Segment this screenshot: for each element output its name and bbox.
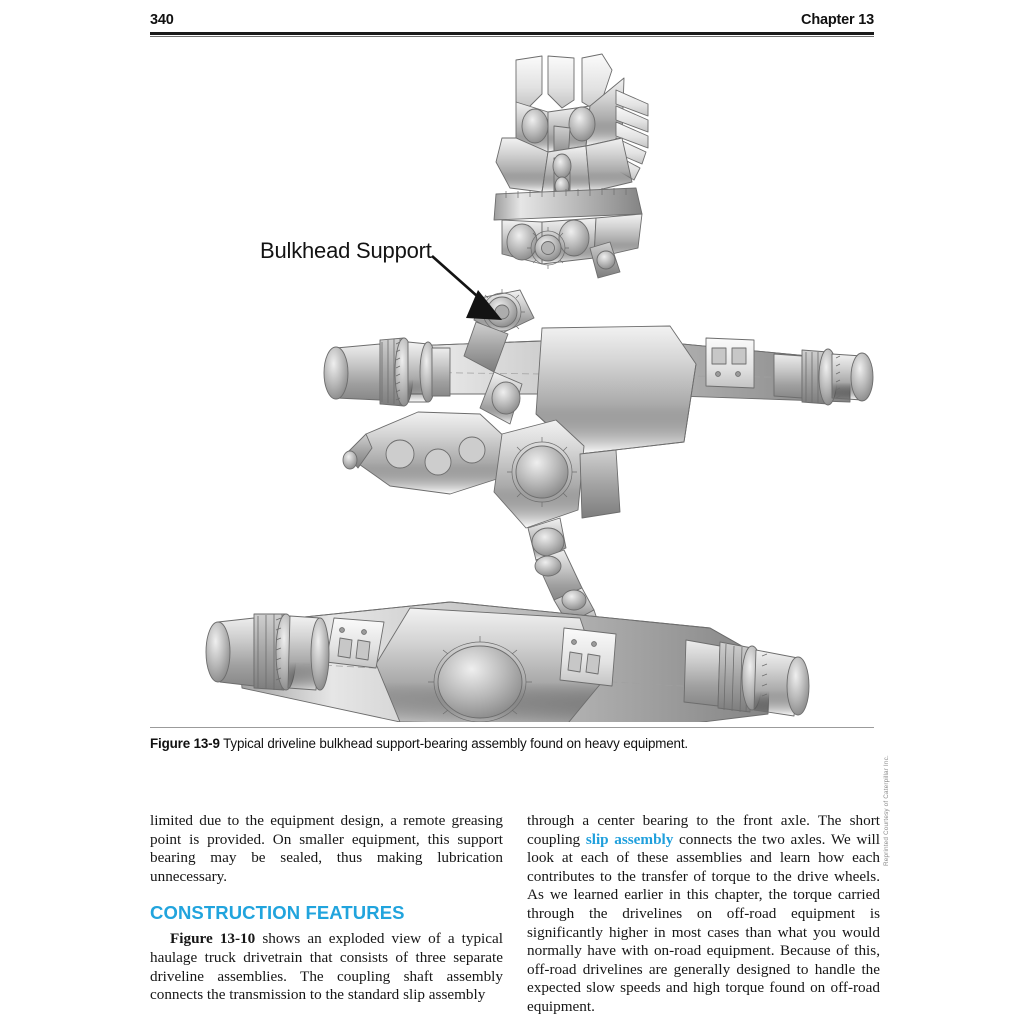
figure-caption xyxy=(150,736,910,751)
section-heading-construction-features: CONSTRUCTION FEATURES xyxy=(150,902,405,924)
front-right-wheel-end xyxy=(684,640,809,716)
figure-credit: Reprinted Courtesy of Caterpillar Inc. xyxy=(883,755,890,866)
figure-illustration xyxy=(150,42,874,722)
keyword-slip-assembly: slip assembly xyxy=(585,830,674,848)
right-paragraph xyxy=(527,812,880,1017)
upper-housing-flange xyxy=(494,188,642,278)
body-columns xyxy=(150,812,880,1024)
left-column xyxy=(150,812,503,1024)
bulkhead-support-callout-label: Bulkhead Support xyxy=(260,238,432,263)
right-paragraph-part-2: connects the two axles. We will look at each of these assemblies and learn how each contributes to the transfer of torque to the drive wheels. As we learned earlier in this chapter, the torque carried through the drivelines on off-road equipment is significantly higher in most cases than what you would normally have with on-road equipment. Because of this, off-road drivelines are generally designed to handle the expected slow speeds and high torque found on off-road equipment. xyxy=(527,830,880,1015)
chapter-label: Chapter 13 xyxy=(801,12,874,28)
running-head xyxy=(150,12,874,28)
callout-arrow xyxy=(432,256,502,320)
figure-caption-number: Figure 13-9 xyxy=(150,736,220,751)
transmission-top xyxy=(496,54,648,195)
left-paragraph-2 xyxy=(150,930,503,1004)
rear-right-wheel-end xyxy=(774,349,873,405)
page-number: 340 xyxy=(150,12,174,28)
front-left-wheel-end xyxy=(206,614,329,690)
right-paragraph-part-1: through a center bearing to the front axle. The short coupling xyxy=(527,812,880,848)
caption-divider xyxy=(150,727,874,728)
left-paragraph-1: limited due to the equipment design, a remote greasing point is provided. On smaller equipment, this support bearing may be sealed, thus making lubrication unnecessary. xyxy=(150,812,503,885)
figure-reference: Figure 13-10 xyxy=(170,930,256,948)
header-divider xyxy=(150,32,874,35)
drivetrain-illustration-svg xyxy=(150,42,874,722)
front-axle-housing xyxy=(206,602,809,722)
support-bracket xyxy=(343,412,508,494)
left-paragraph-2-text: shows an exploded view of a typical haulage truck drivetrain that consists of three separate driveline assemblies. The coupling shaft assembly connects the transmission to the standard slip assembly xyxy=(150,930,503,1004)
figure-caption-text: Typical driveline bulkhead support-bearing assembly found on heavy equipment. xyxy=(219,736,688,751)
right-column xyxy=(527,812,880,1024)
rear-left-wheel-end xyxy=(324,338,450,406)
